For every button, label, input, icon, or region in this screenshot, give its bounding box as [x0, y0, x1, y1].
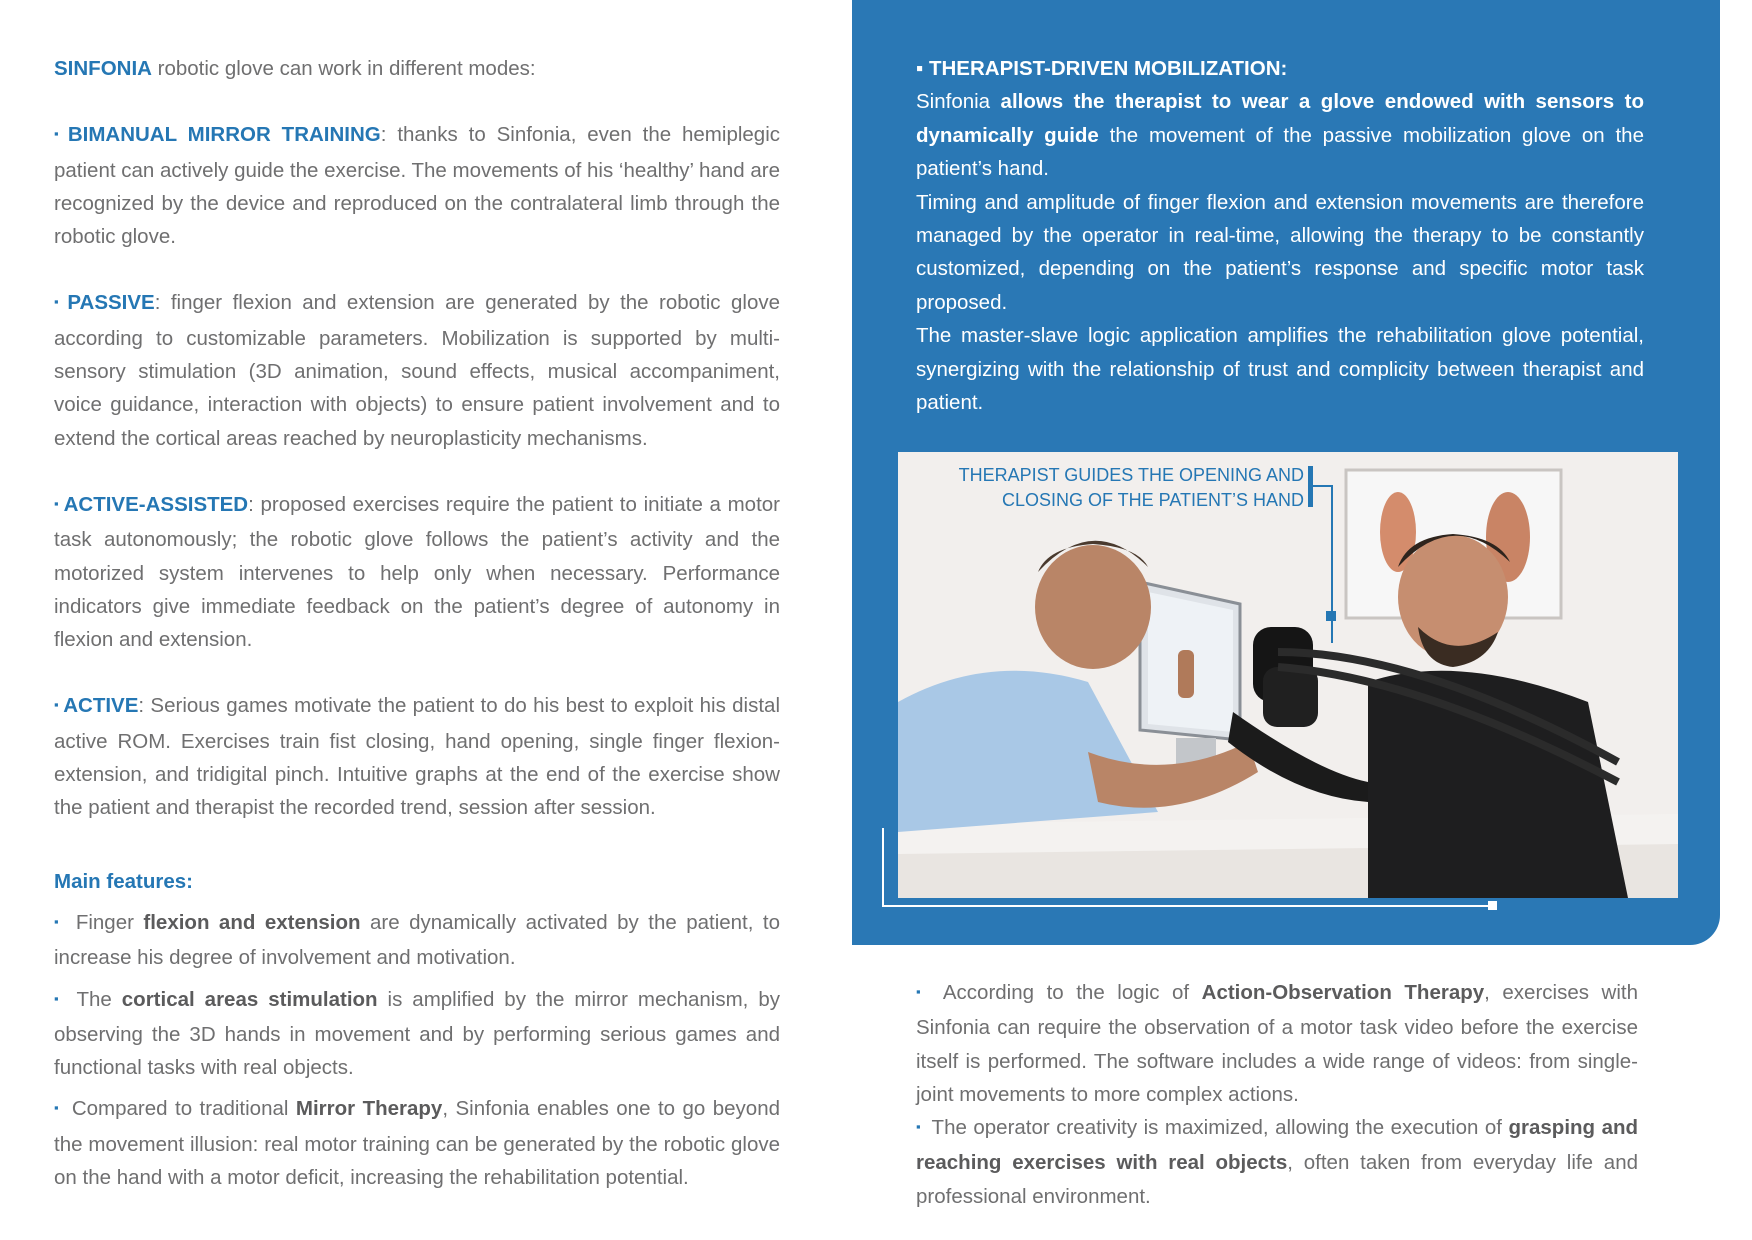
decorative-line — [882, 828, 884, 906]
intro-text: robotic glove can work in different modes: — [151, 57, 536, 80]
feature-text: According to the logic of — [931, 981, 1202, 1004]
feature-item — [916, 976, 1638, 1111]
feature-text: Compared to traditional — [64, 1097, 296, 1121]
panel-title: ▪ THERAPIST-DRIVEN MOBILIZATION: — [916, 57, 1288, 80]
features-title: Main features: — [54, 869, 193, 893]
feature-text: is amplified by the mirror mechanism, by observing the 3D hands in movement and by performing serious games and functional tasks with real objects. — [54, 987, 780, 1080]
bottom-right-column — [916, 976, 1638, 1213]
mode-text: : proposed exercises require the patient to initiate a motor task autonomously; the robotic glove follows the patient’s activity and the motorized system intervenes to help only when necessary. Performance indicators give immediate feedback on the patient’s degree of autonomy in flexion and extension. — [54, 492, 780, 652]
feature-item — [54, 906, 780, 975]
feature-highlight: cortical areas stimulation — [121, 987, 378, 1011]
feature-item — [54, 983, 780, 1085]
bullet-icon: ▪ — [54, 294, 64, 310]
mode-text: : Serious games motivate the patient to do his best to exploit his distal active ROM. Exercises train fist closing, hand opening, single finger flexion-extension, and tridigital pinch. Intuitive graphs at the end of the exercise show the patient and therapist the recorded trend, session after session. — [54, 694, 780, 820]
left-column — [54, 52, 780, 1194]
feature-text: , often taken from everyday life and professional environment. — [916, 1151, 1638, 1208]
panel-paragraph-1 — [916, 85, 1644, 185]
panel-paragraph-2: Timing and amplitude of finger flexion and extension movements are therefore managed by the operator in real-time, allowing the therapy to be constantly customized, depending on the patient’s response and specific motor task proposed. — [916, 190, 1644, 314]
mode-name: PASSIVE — [67, 291, 155, 315]
bullet-icon: ▪ — [54, 697, 60, 713]
feature-item — [916, 1111, 1638, 1213]
mode-text: : finger flexion and extension are generated by the robotic glove according to customizable parameters. Mobilization is supported by multi-sensory stimulation (3D animation, sound effects, musical accompaniment, voice guidance, interaction with objects) to ensure patient involvement and to extend the cortical areas reached by neuroplasticity mechanisms. — [54, 291, 780, 450]
bullet-icon: ▪ — [54, 126, 64, 142]
bullet-icon: ▪ — [54, 495, 60, 511]
bullet-icon: ▪ — [54, 1100, 61, 1116]
feature-text: Finger — [66, 910, 144, 934]
mode-active-assisted — [54, 488, 780, 656]
feature-text: The operator creativity is maximized, allowing the execution of — [925, 1116, 1509, 1140]
bullet-icon: ▪ — [54, 990, 63, 1006]
feature-item — [54, 1092, 780, 1194]
bullet-icon: ▪ — [54, 913, 63, 929]
mode-bimanual — [54, 118, 780, 253]
features-list — [54, 906, 780, 1194]
intro-paragraph — [54, 52, 780, 85]
mode-name: BIMANUAL MIRROR TRAINING — [67, 123, 381, 147]
mode-name: ACTIVE — [63, 694, 139, 718]
feature-text: , exercises with Sinfonia can require the observation of a motor task video before the exercise itself is performed. The software includes a wide range of videos: from single-joint movements to more complex actions. — [916, 981, 1638, 1106]
caption-line-2: CLOSING OF THE PATIENT’S HAND — [1001, 490, 1304, 510]
mode-name: ACTIVE-ASSISTED — [63, 492, 249, 516]
therapist-panel — [852, 0, 1720, 945]
caption-pointer — [1326, 611, 1336, 621]
photo-caption — [959, 463, 1304, 513]
panel-text — [916, 52, 1644, 419]
feature-highlight: Action-Observation Therapy — [1201, 981, 1485, 1004]
feature-highlight: Mirror Therapy — [295, 1097, 443, 1121]
feature-highlight: grasping and reaching exercises with real objects — [916, 1116, 1639, 1175]
feature-text: The — [66, 987, 122, 1011]
bullet-icon: ▪ — [916, 1119, 922, 1135]
mode-active — [54, 689, 780, 824]
decorative-line — [882, 905, 1492, 907]
panel-paragraph-3: The master-slave logic application amplifies the rehabilitation glove potential, synergizing with the relationship of trust and complicity between therapist and patient. — [916, 324, 1644, 415]
panel-highlight: allows the therapist to wear a glove endowed with sensors to dynamically guide — [916, 90, 1644, 147]
therapy-photo — [898, 452, 1678, 898]
caption-connector — [1312, 485, 1332, 487]
feature-text: are dynamically activated by the patient, to increase his degree of involvement and motivation. — [54, 910, 780, 970]
therapy-illustration — [898, 452, 1678, 898]
mode-passive — [54, 286, 780, 454]
feature-text: , Sinfonia enables one to go beyond the movement illusion: real motor training can be generated by the robotic glove on the hand with a motor deficit, increasing the rehabilitation potential. — [54, 1097, 781, 1190]
brand-name: SINFONIA — [54, 57, 152, 80]
bullet-icon: ▪ — [916, 984, 928, 999]
mode-text: : thanks to Sinfonia, even the hemiplegic patient can actively guide the exercise. The movements of his ‘healthy’ hand are recognized by the device and reproduced on the contralateral limb through the robotic glove. — [54, 123, 781, 249]
decorative-dot — [1488, 901, 1497, 910]
caption-line-1: THERAPIST GUIDES THE OPENING AND — [958, 465, 1304, 485]
panel-text-run: Sinfonia — [916, 90, 1001, 114]
panel-text-run: the movement of the passive mobilization glove on the patient’s hand. — [916, 123, 1644, 181]
feature-highlight: flexion and extension — [143, 910, 361, 934]
